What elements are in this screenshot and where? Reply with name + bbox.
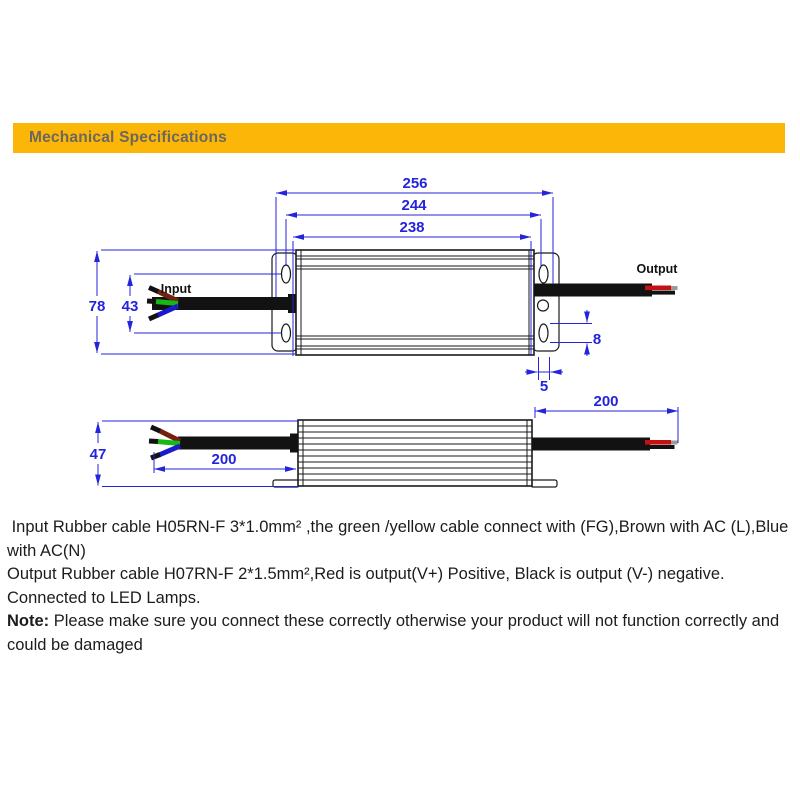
input-label: Input <box>160 282 192 296</box>
dim-overall-length: 256 <box>402 175 428 192</box>
enclosure-body-side-view <box>298 420 532 486</box>
output-label: Output <box>636 262 678 276</box>
right-bracket-foot <box>531 480 557 487</box>
note-text: Please make sure you connect these correctly otherwise your product will not function correctly and could be damaged <box>7 612 784 654</box>
left-bracket-foot <box>273 480 299 487</box>
dim-hole-pitch-width: 43 <box>121 298 139 315</box>
input-cable-spec: Input Rubber cable H05RN-F 3*1.0mm² ,the green /yellow cable connect with (FG),Brown with AC (L),Blue with AC(N) <box>7 518 793 560</box>
output-cable-side <box>532 438 678 451</box>
dim-output-cable-length: 200 <box>593 393 619 410</box>
dim-slot-height: 8 <box>592 331 602 348</box>
note-label: Note: <box>7 612 50 630</box>
dim-side-height: 47 <box>89 446 107 463</box>
dim-overall-width: 78 <box>88 298 106 315</box>
note-paragraph <box>7 610 795 657</box>
right-mounting-bracket <box>532 253 559 351</box>
dim-body-length: 238 <box>399 219 425 236</box>
output-cable-spec: Output Rubber cable H07RN-F 2*1.5mm²,Red is output(V+) Positive, Black is output (V-) negative. Connected to LED Lamps. <box>7 565 730 607</box>
notes-section <box>0 516 800 657</box>
dim-hole-pitch: 244 <box>401 197 427 214</box>
dim-input-cable-length: 200 <box>211 451 237 468</box>
dim-slot-width: 5 <box>539 378 549 395</box>
section-title: Mechanical Specifications <box>29 129 227 146</box>
enclosure-body-top-view <box>296 250 534 355</box>
output-cable <box>534 284 678 297</box>
